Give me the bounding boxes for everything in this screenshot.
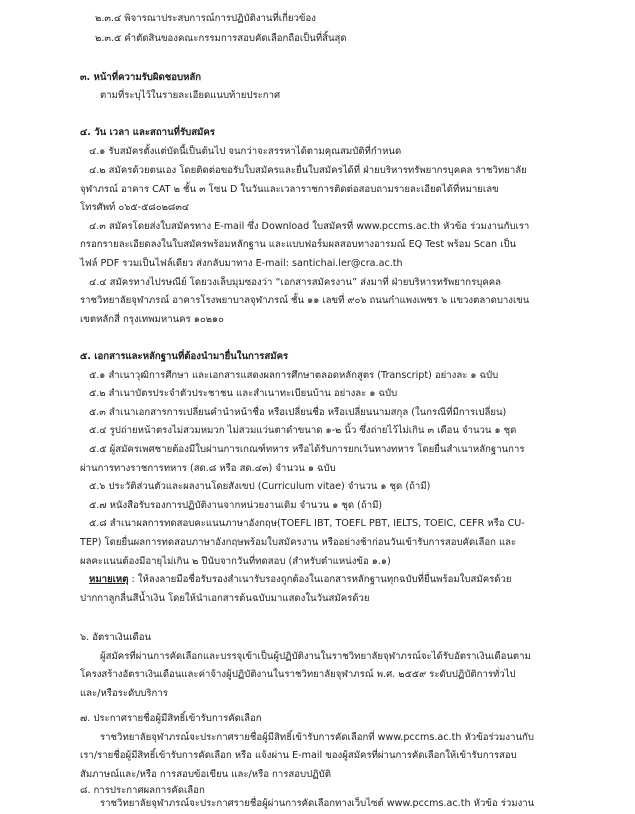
section-5-4: ๕.๔ รูปถ่ายหน้าตรงไม่สวมหมวก ไม่สวมแว่นตาดำขนาด ๑-๒ นิ้ว ซึ่งถ่ายไว้ไม่เกิน ๓ เดือน จำนวน ๑ ชุด	[89, 425, 517, 436]
section-4-4-cont: ราชวิทยาลัยจุฬาภรณ์ อาคารโรงพยาบาลจุฬาภรณ์ ชั้น ๑๑ เลขที่ ๙๐๖ ถนนกำแพงเพชร ๖ แขวงตลาดบางเขน	[80, 295, 530, 306]
note-label: หมายเหตุ	[89, 574, 129, 585]
section-5-2: ๕.๒ สำเนาบัตรประจำตัวประชาชน และสำเนาทะเบียนบ้าน อย่างละ ๑ ฉบับ	[89, 388, 398, 399]
section-5-heading: ๕. เอกสารและหลักฐานที่ต้องนำมายื่นในการสมัคร	[80, 351, 289, 362]
section-5-note-cont: ปากกาลูกลื่นสีน้ำเงิน โดยให้นำเอกสารต้นฉบับมาแสดงในวันสมัครด้วย	[80, 593, 370, 604]
section-8-heading: ๘. การประกาศผลการคัดเลือก	[80, 785, 205, 796]
section-7-text-cont: เรา/รายชื่อผู้มีสิทธิ์เข้ารับการคัดเลือก หรือ แจ้งผ่าน E-mail ของผู้สมัครที่ผ่านการคัดเลือกให้เข้ารับการสอบ	[80, 750, 517, 761]
section-6-text-end: และ/หรือระดับบริการ	[80, 688, 168, 699]
section-5-3: ๕.๓ สำเนาเอกสารการเปลี่ยนคำนำหน้าชื่อ หรือเปลี่ยนชื่อ หรือเปลี่ยนนามสกุล (ในกรณีที่มีการเปลี่ยน)	[89, 407, 507, 418]
section-8-text: ราชวิทยาลัยจุฬาภรณ์จะประกาศรายชื่อผู้ผ่านการคัดเลือกทางเว็บไซต์ www.pccms.ac.th หัวข้อ ร่วมงาน	[100, 798, 535, 809]
section-7-text: ราชวิทยาลัยจุฬาภรณ์จะประกาศรายชื่อผู้มีสิทธิ์เข้ารับการคัดเลือกที่ www.pccms.ac.th หัวข้อร่วมงานกับ	[100, 732, 534, 743]
section-4-2-phone: โทรศัพท์ ๐๖๕-๕๘๐๒๘๓๔	[80, 202, 190, 213]
section-5-5: ๕.๕ ผู้สมัครเพศชายต้องมีใบผ่านการเกณฑ์ทหาร หรือได้รับการยกเว้นทางทหาร โดยยื่นสำเนาหลักฐานการ	[89, 444, 525, 455]
section-4-2-cont: จุฬาภรณ์ อาคาร CAT ๒ ชั้น ๓ โซน D ในวันและเวลาราชการติดต่อสอบถามรายละเอียดได้ที่หมายเลข	[80, 184, 499, 195]
section-4-3-email: ไฟล์ PDF รวมเป็นไฟล์เดียว ส่งกลับมาทาง E-mail: santichai.ler@cra.ac.th	[80, 258, 403, 269]
section-6-text: ผู้สมัครที่ผ่านการคัดเลือกและบรรจุเข้าเป็นผู้ปฏิบัติงานในราชวิทยาลัยจุฬาภรณ์จะได้รับอัตราเงินเดือนตาม	[100, 651, 531, 662]
section-4-3: ๔.๓ สมัครโดยส่งใบสมัครทาง E-mail ซึ่ง Download ใบสมัครที่ www.pccms.ac.th หัวข้อ ร่วมงานกับเรา	[89, 221, 530, 232]
section-2-3-4: ๒.๓.๔ พิจารณาประสบการณ์การปฏิบัติงานที่เกี่ยวข้อง	[95, 13, 316, 24]
section-4-3-cont: กรอกรายละเอียดลงในใบสมัครพร้อมหลักฐาน และแบบฟอร์มผลสอบทางอารมณ์ EQ Test พร้อม Scan เป็น	[80, 239, 517, 250]
section-7-text-end: สัมภาษณ์และ/หรือ การสอบข้อเขียน และ/หรือ การสอบปฏิบัติ	[80, 769, 331, 780]
section-5-5-cont: ผ่านการทางราชการทหาร (สด.๘ หรือ สด.๔๓) จำนวน ๑ ฉบับ	[80, 463, 336, 474]
section-5-1: ๕.๑ สำเนาวุฒิการศึกษา และเอกสารแสดงผลการศึกษาตลอดหลักสูตร (Transcript) อย่างละ ๑ ฉบับ	[89, 370, 499, 381]
section-6-heading: ๖. อัตราเงินเดือน	[80, 632, 152, 643]
section-6-text-cont: โครงสร้างอัตราเงินเดือนและค่าจ้างผู้ปฏิบัติงานในราชวิทยาลัยจุฬาภรณ์ พ.ศ. ๒๕๕๙ ระดับปฏิบัติการทั่วไป	[80, 669, 516, 680]
section-4-heading: ๔. วัน เวลา และสถานที่รับสมัคร	[80, 127, 215, 138]
section-5-6: ๕.๖ ประวัติส่วนตัวและผลงานโดยสังเขป (Curriculum vitae) จำนวน ๑ ชุด (ถ้ามี)	[89, 481, 431, 492]
section-7-heading: ๗. ประกาศรายชื่อผู้มีสิทธิ์เข้ารับการคัดเลือก	[80, 713, 262, 724]
section-5-note	[0, 573, 635, 586]
section-4-2: ๔.๒ สมัครด้วยตนเอง โดยติดต่อขอรับใบสมัครและยื่นใบสมัครได้ที่ ฝ่ายบริหารทรัพยากรบุคคล ราชวิทยาลัย	[89, 165, 527, 176]
section-3-text: ตามที่ระบุไว้ในรายละเอียดแนบท้ายประกาศ	[100, 90, 281, 101]
section-5-8: ๕.๘ สำเนาผลการทดสอบคะแนนภาษาอังกฤษ(TOEFL IBT, TOEFL PBT, IELTS, TOEIC, CEFR หรือ CU-	[89, 518, 525, 529]
section-5-8-cont: TEP) โดยยื่นผลการทดสอบภาษาอังกฤษพร้อมใบสมัครงาน หรืออย่างช้าก่อนวันเข้ารับการสอบคัดเลือก และ	[80, 537, 517, 548]
section-2-3-5: ๒.๓.๕ คำตัดสินของคณะกรรมการสอบคัดเลือกถือเป็นที่สิ้นสุด	[95, 33, 347, 44]
section-5-7: ๕.๗ หนังสือรับรองการปฏิบัติงานจากหน่วยงานเดิม จำนวน ๑ ชุด (ถ้ามี)	[89, 500, 383, 511]
section-3-heading: ๓. หน้าที่ความรับผิดชอบหลัก	[80, 72, 202, 83]
note-text: : ให้ลงลายมือชื่อรับรองสำเนารับรองถูกต้องในเอกสารหลักฐานทุกฉบับที่ยื่นพร้อมใบสมัครด้วย	[128, 574, 512, 585]
section-4-1: ๔.๑ รับสมัครตั้งแต่บัดนี้เป็นต้นไป จนกว่าจะสรรหาได้ตามคุณสมบัติที่กำหนด	[89, 146, 402, 157]
section-4-4: ๔.๔ สมัครทางไปรษณีย์ โดยวงเล็บมุมซองว่า “เอกสารสมัครงาน” ส่งมาที่ ฝ่ายบริหารทรัพยากรบุคคล	[89, 277, 502, 288]
section-4-4-district: เขตหลักสี่ กรุงเทพมหานคร ๑๐๒๑๐	[80, 314, 224, 325]
section-5-8-validity: ผลคะแนนต้องมีอายุไม่เกิน ๒ ปีนับจากวันที่ทดสอบ (สำหรับตำแหน่งข้อ ๑.๑)	[80, 556, 391, 567]
